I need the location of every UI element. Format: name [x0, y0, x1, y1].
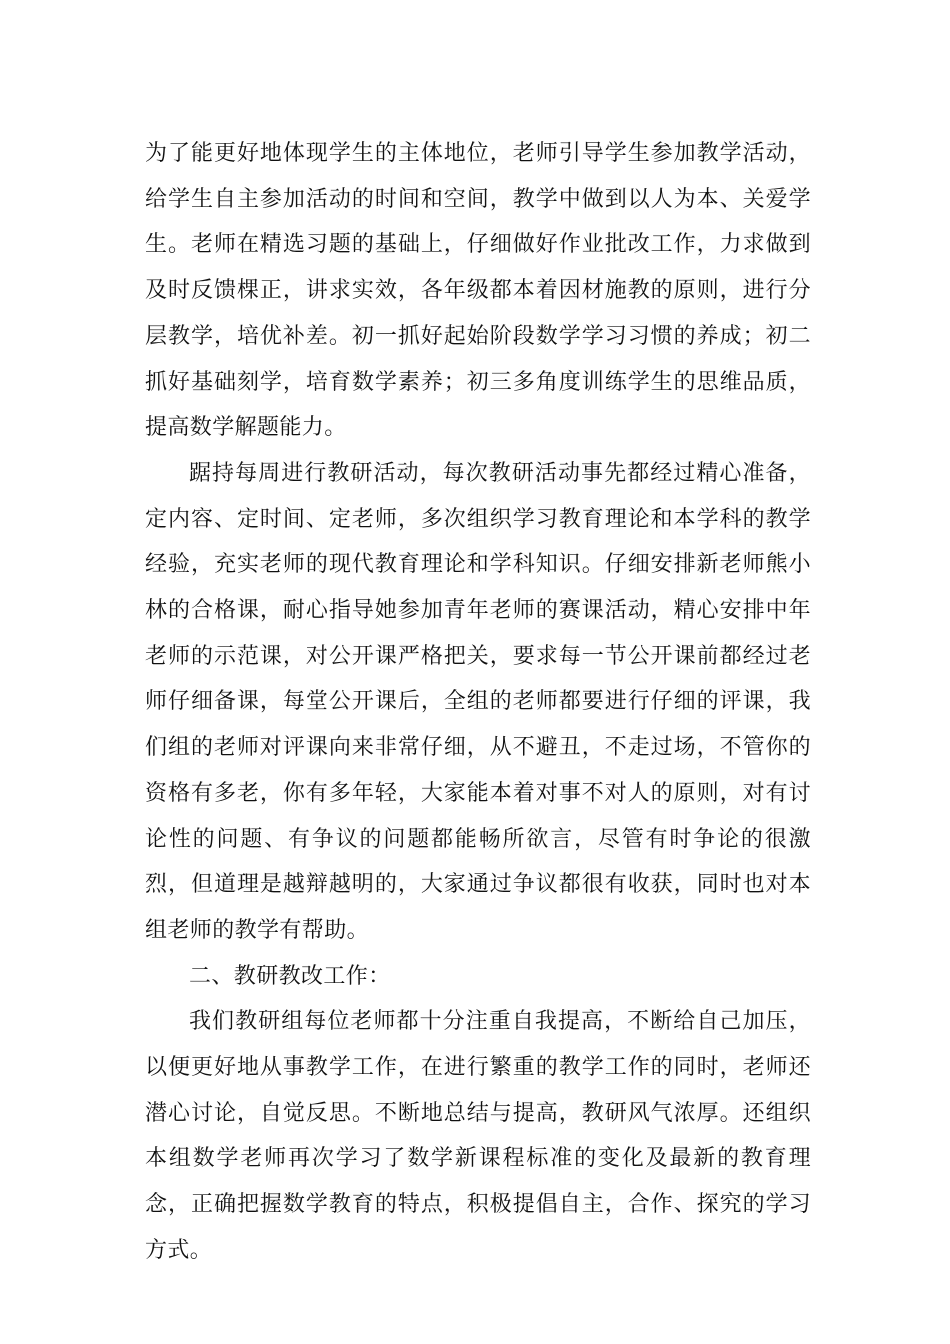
paragraph-self-improvement: 我们教研组每位老师都十分注重自我提高，不断给自己加压，以便更好地从事教学工作，在进行繁重的教学工作的同时，老师还潜心讨论，自觉反思。不断地总结与提高，教研风气浓厚。还组织本组数学老师再次学习了数学新课程标准的变化及最新的教育理念，正确把握数学教育的特点，积极提倡自主，合作、探究的学习方式。: [145, 1009, 811, 1263]
section-heading-research-reform: 二、教研教改工作：: [189, 963, 391, 989]
paragraph-teaching-practice: 为了能更好地体现学生的主体地位，老师引导学生参加教学活动，给学生自主参加活动的时间和空间，教学中做到以人为本、关爱学生。老师在精选习题的基础上，仔细做好作业批改工作，力求做到及时反馈棵正，讲求实效，各年级都本着因材施教的原则，进行分层教学，培优补差。初一抓好起始阶段数学学习习惯的养成；初二抓好基础刻学，培育数学素养；初三多角度训练学生的思维品质，提高数学解题能力。: [145, 141, 811, 441]
document-body: [145, 131, 811, 1274]
paragraph-research-activities: 踞持每周进行教研活动，每次教研活动事先都经过精心准备，定内容、定时间、定老师，多次组织学习教育理论和本学科的教学经验，充实老师的现代教育理论和学科知识。仔细安排新老师熊小林的合格课，耐心指导她参加青年老师的赛课活动，精心安排中年老师的示范课，对公开课严格把关，要求每一节公开课前都经过老师仔细备课，每堂公开课后，全组的老师都要进行仔细的评课，我们组的老师对评课向来非常仔细，从不避丑，不走过场，不管你的资格有多老，你有多年轻，大家能本着对事不对人的原则，对有讨论性的问题、有争议的问题都能畅所欲言，尽管有时争论的很激烈，但道理是越辩越明的，大家通过争议都很有收获，同时也对本组老师的教学有帮助。: [145, 460, 811, 943]
